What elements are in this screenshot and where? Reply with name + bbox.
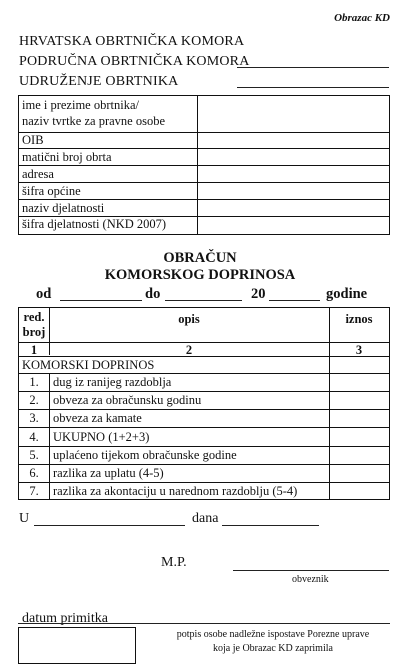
- label-name-line1: ime i prezime obrtnika/: [22, 98, 139, 112]
- taxpayer-label: obveznik: [292, 574, 329, 585]
- row-label-to-pay: razlika za uplatu (4-5): [53, 466, 164, 480]
- row-number: 2.: [29, 393, 39, 407]
- label-name-line2: naziv tvrtke za pravne osobe: [22, 114, 165, 128]
- row-number: 7.: [29, 484, 39, 498]
- receipt-divider-line: [18, 623, 390, 624]
- receipt-date-box[interactable]: [18, 627, 136, 664]
- row-number: 5.: [29, 448, 39, 462]
- contribution-table: [18, 307, 390, 500]
- label-activity-code: šifra djelatnosti (NKD 2007): [22, 217, 167, 231]
- header-chamber: HRVATSKA OBRTNIČKA KOMORA: [19, 34, 245, 49]
- info-row-divider: [19, 182, 389, 183]
- row-label-interest: obveza za kamate: [53, 411, 142, 425]
- info-row-divider: [19, 132, 389, 133]
- regional-chamber-field[interactable]: [237, 67, 389, 68]
- row-label-advance: razlika za akontaciju u narednom razdoblju (5-4): [53, 484, 298, 498]
- label-activity-name: naziv djelatnosti: [22, 201, 105, 215]
- row-label-paid: uplaćeno tijekom obračunske godine: [53, 448, 237, 462]
- amount-cell-3[interactable]: [330, 410, 389, 426]
- period-year-prefix: 20: [251, 286, 266, 302]
- period-od: od: [36, 286, 52, 302]
- official-signature-label-2: koja je Obrazac KD zaprimila: [213, 643, 333, 654]
- col-number-1: 1: [30, 343, 38, 357]
- col-number-3: 3: [355, 343, 363, 357]
- head-iznos: iznos: [345, 312, 373, 326]
- form-code: Obrazac KD: [334, 12, 390, 24]
- col-number-2: 2: [185, 343, 193, 357]
- taxpayer-signature-field[interactable]: [233, 570, 389, 571]
- row-label-total: UKUPNO (1+2+3): [53, 430, 150, 444]
- info-row-divider: [19, 148, 389, 149]
- head-broj: broj: [22, 325, 46, 339]
- row-number: 1.: [29, 375, 39, 389]
- amount-cell-4[interactable]: [330, 428, 389, 445]
- amount-cell-6[interactable]: [330, 465, 389, 481]
- period-to-field[interactable]: [165, 300, 242, 301]
- place-label: U: [19, 511, 30, 526]
- section-title: KOMORSKI DOPRINOS: [22, 358, 155, 372]
- association-field[interactable]: [237, 87, 389, 88]
- amount-cell-2[interactable]: [330, 392, 389, 408]
- official-signature-label-1: potpis osobe nadležne ispostave Porezne uprave: [176, 629, 370, 640]
- row-number: 4.: [29, 430, 39, 444]
- head-opis: opis: [178, 312, 200, 326]
- period-godine: godine: [326, 286, 368, 302]
- stamp-label: M.P.: [161, 555, 187, 570]
- amount-cell-1[interactable]: [330, 374, 389, 390]
- header-association: UDRUŽENJE OBRTNIKA: [19, 74, 179, 89]
- row-label-prior-debt: dug iz ranijeg razdoblja: [53, 375, 172, 389]
- date-label: dana: [192, 511, 219, 526]
- row-number: 3.: [29, 411, 39, 425]
- amount-cell-7[interactable]: [330, 483, 389, 498]
- amount-cell-5[interactable]: [330, 447, 389, 463]
- period-do: do: [145, 286, 161, 302]
- label-registration-number: matični broj obrta: [22, 150, 112, 164]
- head-red: red.: [23, 310, 45, 324]
- header-regional-chamber: PODRUČNA OBRTNIČKA KOMORA: [19, 54, 250, 69]
- receipt-date-label: datum primitka: [22, 611, 108, 626]
- info-row-divider: [19, 165, 389, 166]
- title-line2: KOMORSKOG DOPRINOSA: [104, 267, 296, 283]
- label-address: adresa: [22, 167, 54, 181]
- period-year-field[interactable]: [269, 300, 320, 301]
- row-label-annual-obligation: obveza za obračunsku godinu: [53, 393, 202, 407]
- label-oib: OIB: [22, 133, 44, 147]
- place-field[interactable]: [34, 525, 185, 526]
- period-from-field[interactable]: [60, 300, 142, 301]
- title-line1: OBRAČUN: [163, 250, 237, 266]
- date-field[interactable]: [222, 525, 319, 526]
- info-row-divider: [19, 199, 389, 200]
- label-municipality-code: šifra općine: [22, 184, 81, 198]
- row-number: 6.: [29, 466, 39, 480]
- taxpayer-info-table: [18, 95, 390, 235]
